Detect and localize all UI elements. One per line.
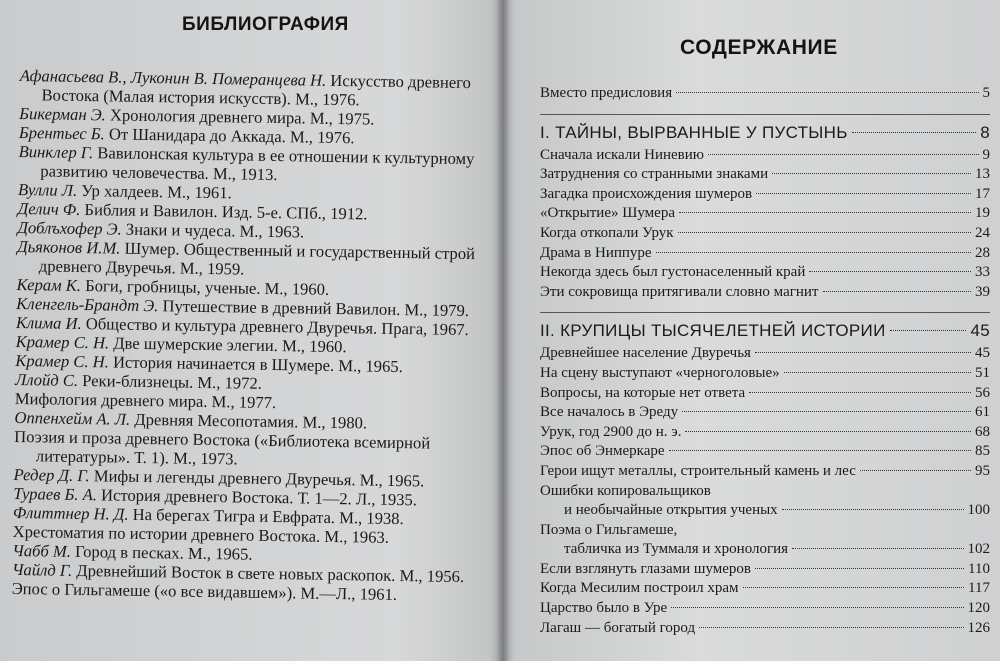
bibliography-author: Кленгель-Брандт Э. xyxy=(16,293,159,316)
toc-item-label: Когда Месилим построил храм xyxy=(540,580,739,597)
toc-item xyxy=(540,185,990,205)
bibliography-author: Оппенхейм А. Л. xyxy=(14,407,131,429)
toc-item-label: Когда откопали Урук xyxy=(540,224,674,241)
toc-item xyxy=(540,263,990,283)
toc-item-label: Загадка происхождения шумеров xyxy=(540,185,753,202)
toc-chapter-1: I. ТАЙНЫ, ВЫРВАННЫЕ У ПУСТЫНЬ 8 xyxy=(540,122,990,142)
bibliography-author: Делич Ф. xyxy=(17,198,81,219)
toc-chapter-2-items-cont xyxy=(540,560,990,638)
toc-item-page: 61 xyxy=(975,404,990,421)
toc-item-label: Эпос об Энмеркаре xyxy=(540,443,665,460)
toc-item xyxy=(540,442,990,462)
toc-item-label: Эти сокровища притягивали словно магнит xyxy=(540,283,819,300)
toc-item-page: 17 xyxy=(975,185,990,202)
toc-divider xyxy=(540,312,990,313)
toc-item xyxy=(540,165,990,185)
bibliography-text: От Шанидара до Аккада. М., 1976. xyxy=(104,124,355,148)
bibliography-author: Флиттнер Н. Д. xyxy=(12,502,129,524)
bibliography-text: История начинается в Шумере. М., 1965. xyxy=(108,352,403,377)
bibliography-text: Знаки и чудеса. М., 1963. xyxy=(121,219,305,242)
toc-chapter-2: II. КРУПИЦЫ ТЫСЯЧЕЛЕТНЕЙ ИСТОРИИ 45 xyxy=(540,321,990,341)
toc-preface: Вместо предисловия 5 xyxy=(540,85,990,101)
bibliography-text: Город в песках. М., 1965. xyxy=(70,541,253,564)
bibliography-author: Тураев Б. А. xyxy=(13,483,98,505)
toc-item-page: 19 xyxy=(975,205,990,222)
toc-item-label: «Открытие» Шумера xyxy=(540,205,675,222)
toc-item-label: Древнейшее население Двуречья xyxy=(540,345,751,362)
toc-item-label: Урук, год 2900 до н. э. xyxy=(540,423,682,440)
toc-item-label: Вопросы, на которые нет ответа xyxy=(540,384,746,401)
toc-item-page: 39 xyxy=(975,283,990,300)
bibliography-list xyxy=(12,66,490,605)
bibliography-author: Крамер С. Н. xyxy=(15,350,110,372)
toc-item xyxy=(540,283,990,303)
toc-chapter-2-items xyxy=(540,344,990,481)
toc-item-page: 13 xyxy=(975,166,990,183)
toc-item xyxy=(540,423,990,443)
bibliography-author: Брентьес Б. xyxy=(18,122,105,144)
toc-item xyxy=(540,146,990,166)
toc-item-page: 120 xyxy=(967,600,990,617)
toc-item xyxy=(540,384,990,404)
toc-item-page: 68 xyxy=(975,423,990,440)
toc-item xyxy=(540,204,990,224)
toc-item xyxy=(540,364,990,384)
toc-item-label: Герои ищут металлы, строительный камень и лес xyxy=(540,462,856,479)
bibliography-text: Искусство древнего Востока (Малая история искусств). М., 1976. xyxy=(41,70,472,110)
toc-item xyxy=(540,344,990,364)
toc-item xyxy=(540,403,990,423)
bibliography-text: Древнейший Восток в свете новых раскопок. М., 1956. xyxy=(72,560,465,587)
left-page xyxy=(0,0,496,661)
right-page xyxy=(510,0,1000,661)
toc-item-poem-first-line: Поэма о Гильгамеше, xyxy=(540,521,678,538)
toc-item-label: На сцену выступают «черноголовые» xyxy=(540,364,780,381)
toc-item-label: Лагаш — богатый город xyxy=(540,619,696,636)
toc-item-label: Затруднения со странными знаками xyxy=(540,166,769,183)
toc-item-page: 24 xyxy=(975,224,990,241)
toc-item xyxy=(540,224,990,244)
toc-item-label: Царство было в Уре xyxy=(540,600,668,617)
bibliography-author: Доблъхофер Э. xyxy=(17,217,122,239)
toc-item-page: 126 xyxy=(967,619,990,636)
toc-item xyxy=(540,560,990,580)
bibliography-text: Реки-близнецы. М., 1972. xyxy=(77,370,263,393)
toc-item-page: 85 xyxy=(975,443,990,460)
bibliography-text: Шумер. Общественный и государственный строй древнего Двуречья. М., 1959. xyxy=(38,238,476,279)
toc-item xyxy=(540,462,990,482)
toc-item-page: 56 xyxy=(975,384,990,401)
toc-item xyxy=(540,619,990,639)
toc-item-page: 117 xyxy=(968,580,990,597)
bibliography-author: Винклер Г. xyxy=(18,141,94,163)
toc-item-label: Сначала искали Ниневию xyxy=(540,146,704,163)
bibliography-author: Керам К. xyxy=(16,274,82,295)
bibliography-text: Вавилонская культура в ее отношении к культурному развитию человечества. М., 1913. xyxy=(40,143,475,185)
bibliography-text: Ур халдеев. М., 1961. xyxy=(77,180,232,203)
bibliography-text: Поэзия и проза древнего Востока («Библиотека всемирной литературы». Т. 1). М., 1973. xyxy=(14,426,431,469)
toc-item xyxy=(540,244,990,264)
toc-item-page: 95 xyxy=(975,462,990,479)
toc-item xyxy=(540,599,990,619)
bibliography-author: Вулли Л. xyxy=(17,179,78,200)
bibliography-author: Крамер С. Н. xyxy=(15,331,110,353)
bibliography-text: Мифы и легенды древнего Двуречья. М., 1965. xyxy=(89,466,425,491)
bibliography-author: Бикерман Э. xyxy=(19,103,106,125)
toc-item-errors: и необычайные открытия ученых 100 xyxy=(564,502,990,519)
bibliography-text: Хрестоматия по истории древнего Востока. М., 1963. xyxy=(12,521,390,547)
toc-divider xyxy=(540,114,990,115)
bibliography-text: Хронология древнего мира. М., 1975. xyxy=(105,105,375,129)
toc-item-page: 33 xyxy=(975,264,990,281)
bibliography-text: Древняя Месопотамия. М., 1980. xyxy=(130,409,368,433)
toc-chapter-1-items xyxy=(540,146,990,303)
toc-item-label: Если взглянуть глазами шумеров xyxy=(540,560,752,577)
toc-item-page: 110 xyxy=(968,560,990,577)
bibliography-author: Клима И. xyxy=(15,312,82,333)
toc-item-label: Драма в Ниппуре xyxy=(540,244,652,261)
toc-item-page: 28 xyxy=(975,244,990,261)
bibliography-text: Мифология древнего мира. М., 1977. xyxy=(14,388,277,413)
bibliography-author: Дьяконов И.М. xyxy=(17,236,121,258)
bibliography-text: История древнего Востока. Т. 1—2. Л., 1935. xyxy=(96,485,418,510)
bibliography-text: Боги, гробницы, ученые. М., 1960. xyxy=(80,275,330,299)
toc-item-poem: табличка из Туммаля и хронология 102 xyxy=(564,541,990,558)
toc-item-page: 45 xyxy=(975,345,990,362)
bibliography-author: Ллойд С. xyxy=(14,369,79,390)
bibliography-text: Общество и культура древнего Двуречья. Прага, 1967. xyxy=(81,314,469,340)
bibliography-text: Библия и Вавилон. Изд. 5-е. СПб., 1912. xyxy=(80,199,368,224)
bibliography-text: Эпос о Гильгамеше («о все видавшем»). М.—Л., 1961. xyxy=(11,578,398,604)
toc-item-errors-first-line: Ошибки копировальщиков xyxy=(540,482,711,499)
contents-title: СОДЕРЖАНИЕ xyxy=(680,36,838,59)
bibliography-text: Путешествие в древний Вавилон. М., 1979. xyxy=(158,296,470,321)
toc-item xyxy=(540,579,990,599)
bibliography-author: Афанасьева В., Луконин В. Померанцева Н. xyxy=(19,66,327,90)
bibliography-author: Чабб М. xyxy=(12,540,72,561)
bibliography-text: Две шумерские элегии. М., 1960. xyxy=(109,333,347,357)
table-of-contents xyxy=(540,84,990,638)
toc-item-page: 9 xyxy=(982,146,990,163)
bibliography-author: Редер Д. Г. xyxy=(13,464,90,486)
bibliography-text: На берегах Тигра и Евфрата. М., 1938. xyxy=(128,504,404,529)
toc-item-page: 51 xyxy=(975,364,990,381)
toc-item-label: Все началось в Эреду xyxy=(540,404,679,421)
bibliography-title: БИБЛИОГРАФИЯ xyxy=(182,14,349,35)
book-gutter xyxy=(496,0,510,661)
bibliography-author: Чайлд Г. xyxy=(11,559,73,580)
toc-item-label: Некогда здесь был густонаселенный край xyxy=(540,264,806,281)
